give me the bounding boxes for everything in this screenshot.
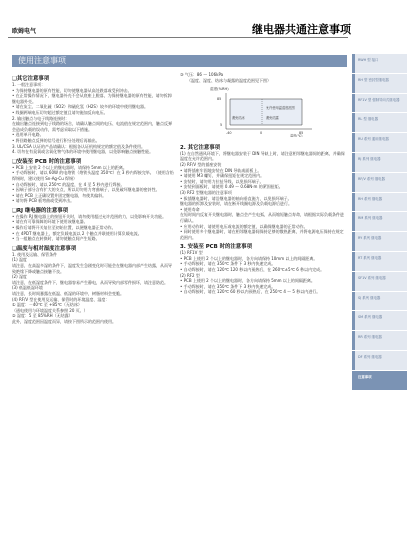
- sidebar-tab-label: SJ 系列 继电器: [358, 295, 381, 300]
- sidebar-tab[interactable]: [352, 112, 407, 132]
- text-line: • 手动焊接时，请以 60W 的电烙铁（烙铁头温度 350℃）在 3 秒内焊接完毕。（使用含铅焊锡时，建议使用 Sn-Ag-Cu 焊锡）: [12, 170, 174, 181]
- other-notes-body: [12, 82, 175, 155]
- sidebar-tab[interactable]: [352, 53, 407, 73]
- company-logo: 欧姆电气: [12, 28, 37, 35]
- text-line: • 安装到面板时，请使用 0.49 ～ 0.68N·m 的紧固扭矩。: [180, 184, 283, 190]
- sidebar-tab[interactable]: [352, 251, 407, 271]
- chart-xtick-0: 0: [260, 131, 263, 136]
- text-line: (3) RF2 型继电器的注意事项: [180, 189, 232, 195]
- sidebar-tab-label: RR 系列 继电器: [358, 335, 382, 340]
- sidebar-tab-accent: [352, 331, 355, 350]
- text-line: ② 湿度：5 至 85%RH（无结露）: [12, 313, 73, 319]
- text-line: • 拔插继电器时，请沿继电器的轴向垂直施力，以免损坏端子。: [180, 195, 292, 201]
- chart-ytick-5: 5: [220, 123, 223, 128]
- text-line: • 请在有可靠保障的环境下使用该继电器。: [12, 219, 88, 225]
- text-line: 3. UL/CSA 认证的产品请确认：根据各认证机构规定的额定值及条件使用。: [12, 143, 146, 149]
- sidebar-tab-label: 注意事项: [358, 374, 372, 379]
- sidebar-tab-label: RWH 型 接口: [358, 58, 379, 62]
- sidebar-tab-label: RU 系列 通用继电器: [358, 137, 389, 142]
- sidebar-tab-accent: [352, 212, 355, 231]
- allowed-range-area: [230, 99, 302, 125]
- sidebar-tab-accent: [352, 173, 355, 192]
- sidebar-tab-label: RL 型 继电器: [358, 117, 378, 122]
- text-line: 此外，湿度范围因温度而异，请按下图所示的范围内使用。: [12, 318, 116, 324]
- sidebar-tab-label: RF1V 型 强制导向式继电器: [358, 97, 400, 102]
- sidebar-tab-label: SF1V 系列 继电器: [358, 275, 386, 280]
- text-line: • 安装时，请勿用力拉扯导线，以免损坏端子。: [180, 178, 264, 184]
- text-line: 请注意，长时间暴露在低温、低湿的环境中，树脂材料会变脆。: [12, 291, 124, 296]
- text-line: (2) 湿度: [12, 274, 27, 280]
- text-line: (2) RF/V 型的插座安装: [180, 161, 222, 167]
- text-line: • 请使用 M3 螺钉，并确保扭矩在规定范围内。: [180, 173, 265, 179]
- sidebar-tab-accent: [352, 94, 355, 113]
- title-divider: [8, 37, 348, 38]
- right-column: [180, 72, 345, 295]
- sidebar-tab-accent: [352, 252, 355, 271]
- left-column: [12, 72, 175, 325]
- text-line: • PCB 上使用 2 个以上的继电器时，各方向请保持 5mm 以上的间隔距离。: [180, 278, 315, 284]
- sidebar-tab-label: SM 系列 继电器: [358, 315, 383, 320]
- sidebar-tab-accent: [352, 74, 355, 93]
- text-line: 在输出触点连接到电子线路的场合，请确认触点间的电压、电流值在规定范围内，触点反弹会造成负载的误动作，需考虑采取以下措施。: [12, 121, 172, 132]
- text-line: • 手动焊接时，请在 350℃ 条件下 3 秒内快速完成。: [180, 261, 276, 267]
- text-line: • 应用动作时，请使用电压或电流的额定值，以确保继电器的正常动作。: [180, 223, 308, 229]
- text-line: • 请将插座牢固地安装在 DIN 导轨或面板上。: [180, 167, 262, 173]
- sidebar-tab-accent: [352, 272, 355, 291]
- text-line: （通电使用与环境温度关系参照 20 页。）: [12, 307, 88, 313]
- chart-xtick-minus40: -40: [226, 131, 232, 136]
- text-line: 2. 输出触点与电子线路连接时：: [12, 115, 70, 121]
- sidebar-tab[interactable]: [352, 350, 407, 370]
- chart-region-allowed: 允许使用温湿度范围: [266, 106, 295, 111]
- chart-xlabel: 温度(℃): [290, 134, 303, 138]
- sidebar-tab[interactable]: [352, 132, 407, 152]
- sidebar-tab[interactable]: [352, 211, 407, 231]
- text-line: • 在正常操作情况下，继电器外壳不会从底座上脱落，为保持继电器的原有性能，请勿拆卸继电器外壳。: [12, 93, 172, 104]
- sidebar-tab[interactable]: [352, 370, 407, 390]
- sidebar-tab-label: DF 系列 继电器: [358, 354, 382, 359]
- text-line: • 选用单开电路。: [12, 132, 44, 138]
- sidebar-tab-accent: [352, 153, 355, 172]
- chart-xtick-85: 85: [299, 131, 304, 136]
- text-line: • 同时使用多个继电器时，请在相邻继电器间保持足够的散热距离，并将电源电压保持在规定范围内。: [180, 229, 344, 240]
- pcb-mounting-body: [12, 165, 175, 204]
- text-line: • 将回路触点反弹的信号进行积分处理后再输出。: [12, 137, 100, 143]
- product-index-sidebar: [352, 53, 407, 390]
- sidebar-tab-accent: [352, 193, 355, 212]
- other-notes-2-heading: 2. 其它注意事项: [180, 144, 221, 151]
- pcb-mounting-heading: ❑安装至 PCB 时的注意事项: [12, 158, 82, 165]
- sidebar-tab-accent: [352, 371, 355, 390]
- text-line: • 请勿将 PCB 板弯曲或受到冲击。: [12, 198, 75, 204]
- sidebar-tab-accent: [352, 133, 355, 152]
- text-line: • 自动焊接时，请以 250℃ 的温度，在 4 至 5 秒内进行焊接。: [12, 181, 125, 187]
- sidebar-tab[interactable]: [352, 330, 407, 350]
- sidebar-tab-label: RJ 系列 继电器: [358, 156, 381, 161]
- sidebar-tab[interactable]: [352, 73, 407, 93]
- sidebar-tab-label: RM 系列 继电器: [358, 216, 383, 221]
- rj-relay-body: [12, 214, 175, 242]
- text-line: 1. 使用及运输、保管条件: [12, 251, 58, 257]
- sidebar-tab-accent: [352, 311, 355, 330]
- text-line: • 因端子部分含有扩大的支点，所以切勿用力弯曲端子，以免破坏继电器的密封性。: [12, 187, 160, 193]
- text-line: • 使用寿命: [180, 206, 200, 212]
- text-line: 1. 一般注意事项：: [12, 82, 46, 87]
- text-line: (3) 低温低湿环境: [12, 285, 43, 291]
- temperature-humidity-heading: ❑温度与相对湿度注意事项: [12, 245, 77, 252]
- text-line: • 为保持继电器的原有性能，切勿使继电器从高处跌落或受到冲击。: [12, 87, 132, 93]
- text-line: (1) RF1V 型: [180, 250, 203, 256]
- sidebar-tab-accent: [352, 292, 355, 311]
- text-line: 4. 切勿在有臭氧或含氧化物气体的环境中使用继电器，以免影响触点接触性能。: [12, 149, 154, 155]
- sidebar-tab[interactable]: [352, 231, 407, 251]
- sidebar-tab-accent: [352, 54, 355, 73]
- text-line: • 当一组触点在转换时，请勿使触点间产生短路。: [12, 236, 100, 242]
- pcb-mounting-2-heading: 3. 安装至 PCB 时的注意事项: [180, 244, 252, 251]
- text-line: • PCB 上安装 2 个以上的继电器时，请保持 5mm 以上的距离。: [12, 164, 127, 170]
- sidebar-tab[interactable]: [352, 291, 407, 311]
- chart-ylabel: 湿度(%RH): [210, 87, 229, 92]
- sidebar-tab[interactable]: [352, 310, 407, 330]
- temperature-humidity-body: [12, 252, 175, 325]
- pressure-spec: ③ 气压：86 ～ 106kPa: [180, 72, 224, 77]
- text-line: (2) RF2 型: [180, 272, 200, 278]
- chart-ytick-85: 85: [217, 97, 222, 102]
- chart-region-freezing: 避免结冰: [232, 116, 245, 121]
- other-notes-2-body: [180, 151, 345, 241]
- text-line: • 手动焊接时，请在 350℃ 条件下 3 秒内快速完成。: [180, 283, 276, 289]
- humidity-temperature-chart: [208, 85, 318, 137]
- text-line: ① 温度：－40℃ 至 +85℃（无结冰）: [12, 302, 82, 308]
- sidebar-tab-label: RT 系列 继电器: [358, 255, 382, 260]
- text-line: 继电器的拆卸及安装时，请在断开线圈电源及负载电源后进行。: [180, 201, 292, 207]
- sidebar-tab-accent: [352, 351, 355, 370]
- sidebar-tab-label: RH 系列 继电器: [358, 196, 383, 201]
- text-line: • 自动焊接时，请在 120℃ 120 秒以内预热后，在 260℃±5℃ 6 秒以内完成。: [180, 267, 325, 273]
- sidebar-tab-label: RF/V 系列 继电器: [358, 176, 385, 181]
- text-line: • 在操作 RJ 继电器上的按钮开关时，请勿使用超过允许范围的力，以免影响开关功能。: [12, 213, 167, 219]
- text-line: • 线圈两端电压切勿超过额定值且请勿施加反向电压。: [12, 109, 108, 115]
- chart-region-condensation: 避免结露: [266, 116, 279, 121]
- text-line: • 操作后请将开关复位至初始位置，以便继电器正常动作。: [12, 225, 116, 231]
- text-line: (4) RF/V 型在使用及运输、保管时的环境温度、湿度：: [12, 296, 110, 302]
- page-title: 继电器共通注意事项: [252, 23, 351, 36]
- sidebar-tab[interactable]: [352, 192, 407, 212]
- section-banner: 使用注意事项: [12, 55, 347, 67]
- sidebar-tab-accent: [352, 232, 355, 251]
- pcb-mounting-2-body: [180, 250, 345, 295]
- text-line: • 自动焊接时，请在 120℃ 60 秒以内预热后，在 250℃ 4 ～ 5 秒以内进行。: [180, 289, 321, 295]
- other-notes-heading: ❑其它注意事项: [12, 76, 50, 82]
- text-line: 在短时间内反复开关继电器时，触点会产生电弧，从而缩短触点寿命，请根据实际负载条件进行确认。: [180, 212, 344, 223]
- text-line: (1) 温度: [12, 257, 27, 263]
- text-line: 请注意，在高温多湿的条件下，温度发生急剧变化时可能会在继电器内部产生结露，从而导致绝缘下降或触点接触不良。: [12, 263, 172, 274]
- text-line: • 请在 PCB 上正确设置并固定继电器，勿使其偏斜。: [12, 192, 107, 198]
- pressure-note: （温度、湿度、结冰与凝露的温度范围见下图）: [187, 77, 271, 83]
- text-line: • PCB 上使用 2 个以上的继电器时，各方向请保持 10mm 以上的间隔距离。: [180, 255, 318, 261]
- sidebar-tab-accent: [352, 113, 355, 132]
- text-line: • 请在灰尘、二氧化硫（SO2）和硫化氢（H2S）较多的环境中使用继电器。: [12, 104, 148, 110]
- sidebar-tab-label: RY 系列 继电器: [358, 236, 382, 241]
- text-line: (1) 在自然通风环境下，将继电器安装于 DIN 导轨上时，请注意相邻继电器间的距离，并确保温度在允许范围内。: [180, 150, 345, 162]
- text-line: 请注意，在低湿度条件下，继电器容易产生静电，从而导致内部零件损坏，请注意防范。: [12, 279, 168, 285]
- sidebar-tab-label: RH 型 密封型继电器: [358, 77, 389, 82]
- sidebar-tab[interactable]: [352, 152, 407, 172]
- rj-relay-heading: ❑RJ 继电器的注意事项: [12, 207, 68, 214]
- sidebar-tab[interactable]: [352, 172, 407, 192]
- sidebar-tab[interactable]: [352, 271, 407, 291]
- text-line: • 在 4PDT 继电器上，额定负载电流以 2 个触点并联使用计算负载电流。: [12, 230, 142, 236]
- sidebar-tab[interactable]: [352, 93, 407, 113]
